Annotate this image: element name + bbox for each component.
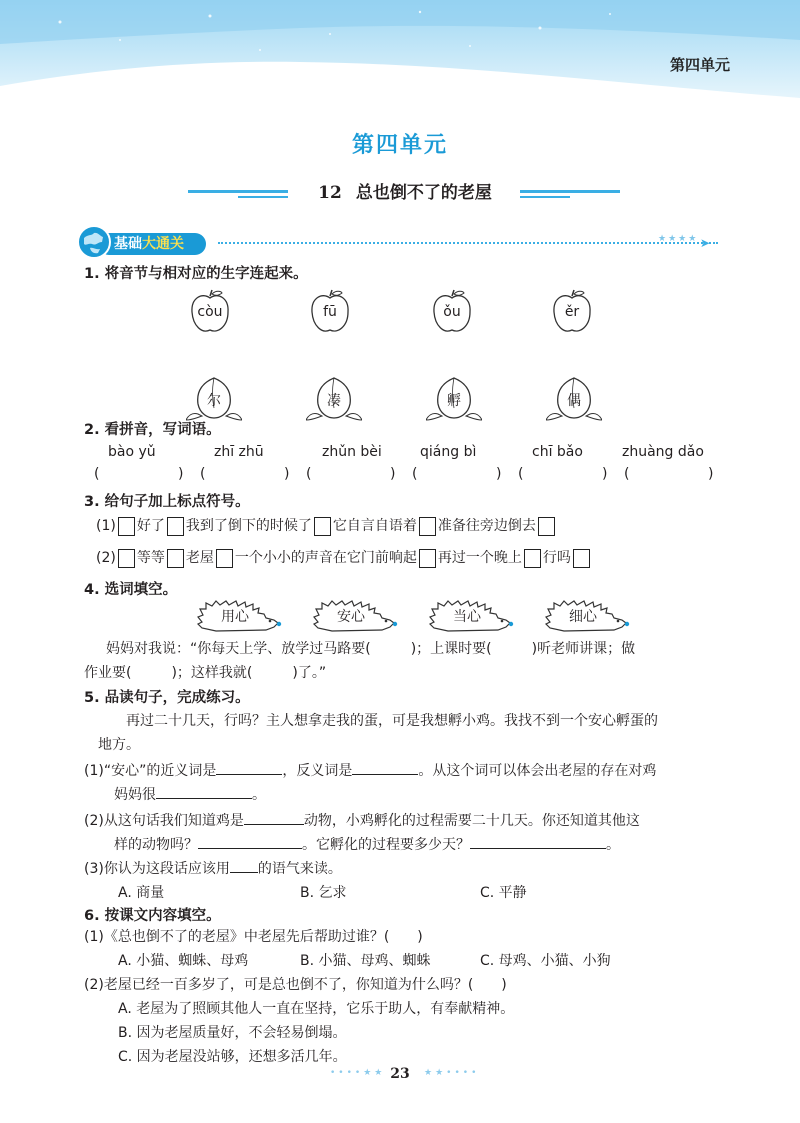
answer-blank[interactable] (198, 835, 302, 849)
hedgehog-word-card[interactable] (312, 600, 408, 634)
word-option: 用心 (221, 609, 249, 625)
q5-text: 妈妈很 (114, 787, 156, 803)
hedgehog-word-card[interactable] (428, 600, 524, 634)
q4-line-2 (84, 662, 326, 682)
answer-blank[interactable] (352, 761, 418, 775)
syllable-label: fū (323, 304, 337, 320)
punctuation-box[interactable] (167, 517, 184, 536)
arrow-right-icon: ➤ (700, 236, 711, 250)
lesson-title (300, 178, 510, 203)
paren-open: ( (200, 466, 206, 482)
star-icon: ★★★★ (658, 234, 699, 244)
q5-sub3 (84, 858, 342, 878)
option-a[interactable]: A. 老屋为了照顾其他人一直在坚持，它乐于助人，有奉献精神。 (118, 1001, 515, 1017)
word-option: 当心 (453, 609, 481, 625)
footer-stars-right: ★★•••• (424, 1068, 480, 1078)
q3-sentence-2 (96, 547, 592, 568)
paren-close: ) (708, 466, 714, 482)
sentence-part: 它自言自语着 (332, 518, 417, 534)
q4-text: 作业要( (84, 665, 132, 681)
apple-card[interactable] (308, 288, 356, 336)
lesson-rule-right (520, 190, 620, 193)
punctuation-box[interactable] (118, 517, 135, 536)
option-b[interactable]: B. 小猫、母鸡、蜘蛛 (300, 953, 431, 969)
lesson-rule-right-thin (520, 196, 570, 198)
character-label: 偶 (567, 393, 581, 409)
q2-title: 2. 看拼音，写词语。 (84, 422, 221, 438)
q5-sub2-cont (114, 834, 620, 854)
option-c[interactable]: C. 因为老屋没站够，还想多活几年。 (118, 1049, 347, 1065)
syllable-label: ǒu (443, 304, 461, 320)
unit-tag: 第四单元 (669, 56, 730, 74)
lesson-number: 12 (318, 183, 342, 203)
paren-close: ) (390, 466, 396, 482)
paren-open: ( (624, 466, 630, 482)
q5-text: ，反义词是 (282, 763, 353, 779)
character-label: 凑 (327, 393, 341, 409)
syllable-label: còu (197, 304, 223, 320)
paren-open: ( (412, 466, 418, 482)
punctuation-box[interactable] (524, 549, 541, 568)
q5-text: 样的动物吗？ (114, 837, 198, 853)
sentence-part: 好了 (136, 518, 165, 534)
footer-stars-left: ••••★★ (330, 1068, 386, 1078)
q5-text: 。从这个词可以体会出老屋的存在对鸡 (418, 763, 657, 779)
pinyin-label: zhǔn bèi (322, 444, 382, 460)
q4-text: )；上课时要( (410, 641, 492, 657)
sentence-number: (2) (96, 550, 116, 566)
pinyin-label: qiáng bì (420, 444, 477, 460)
q4-line-1 (106, 638, 635, 658)
syllable-label: ěr (564, 304, 580, 320)
pinyin-label: zhī zhū (214, 444, 264, 460)
q5-passage: 再过二十几天，行吗？主人想拿走我的蛋，可是我想孵小鸡。我找不到一个安心孵蛋的 (126, 713, 658, 729)
q4-text: 妈妈对我说：“你每天上学、放学过马路要( (106, 641, 371, 657)
hedgehog-word-card[interactable] (544, 600, 640, 634)
paren-close: ) (496, 466, 502, 482)
sentence-part: 等等 (136, 550, 165, 566)
paren-close: ) (602, 466, 608, 482)
section-divider (218, 242, 718, 246)
punctuation-box[interactable] (118, 549, 135, 568)
q3-title: 3. 给句子加上标点符号。 (84, 494, 250, 510)
punctuation-box[interactable] (419, 549, 436, 568)
sentence-part: 老屋 (185, 550, 214, 566)
peach-card[interactable] (426, 374, 482, 422)
lesson-name: 总也倒不了的老屋 (355, 183, 492, 203)
option-a[interactable]: A. 商量 (118, 885, 165, 901)
page-number: 23 (390, 1066, 410, 1082)
lesson-rule-left-thin (238, 196, 288, 198)
punctuation-box[interactable] (314, 517, 331, 536)
q5-sub1-cont (114, 784, 266, 804)
pinyin-label: bào yǔ (108, 444, 156, 460)
q3-sentence-1 (96, 515, 557, 536)
character-label: 孵 (447, 393, 461, 409)
peach-card[interactable] (546, 374, 602, 422)
paren-close: ) (178, 466, 184, 482)
q5-text: (1)“安心”的近义词是 (84, 763, 217, 779)
answer-blank[interactable] (244, 811, 304, 825)
q4-title: 4. 选词填空。 (84, 582, 178, 598)
paren-close: ) (284, 466, 290, 482)
q5-text: 。它孵化的过程要多少天？ (302, 837, 470, 853)
q4-text: )听老师讲课；做 (531, 641, 636, 657)
option-c[interactable]: C. 母鸡、小猫、小狗 (480, 953, 611, 969)
hedgehog-word-card[interactable] (196, 600, 292, 634)
punctuation-box[interactable] (419, 517, 436, 536)
q5-text: 。 (252, 787, 266, 803)
section-label-b: 大通关 (142, 236, 184, 252)
word-option: 细心 (569, 609, 597, 625)
paren-open: ( (518, 466, 524, 482)
option-b[interactable]: B. 因为老屋质量好，不会轻易倒塌。 (118, 1025, 347, 1041)
sentence-part: 准备往旁边倒去 (437, 518, 536, 534)
section-label (98, 233, 206, 255)
q4-text: )了。” (292, 665, 327, 681)
punctuation-box[interactable] (573, 549, 590, 568)
q1-title: 1. 将音节与相对应的生字连起来。 (84, 266, 308, 282)
globe-icon (76, 224, 112, 260)
q5-passage: 地方。 (98, 737, 140, 753)
punctuation-box[interactable] (167, 549, 184, 568)
sentence-part: 我到了倒下的时候了 (185, 518, 312, 534)
q5-title: 5. 品读句子，完成练习。 (84, 690, 250, 706)
q4-text: )；这样我就( (171, 665, 253, 681)
q5-text: (2)从这句话我们知道鸡是 (84, 813, 244, 829)
q6-title: 6. 按课文内容填空。 (84, 908, 221, 924)
word-option: 安心 (337, 609, 365, 625)
q5-text: 动物，小鸡孵化的过程需要二十几天。你还知道其他这 (303, 813, 640, 829)
character-label: 尔 (207, 393, 221, 409)
sentence-part: 一个小小的声音在它门前响起 (234, 550, 417, 566)
q5-sub1 (84, 760, 656, 780)
apple-card[interactable] (430, 288, 478, 336)
lesson-header (0, 176, 800, 206)
peach-card[interactable] (186, 374, 242, 422)
answer-blank[interactable] (156, 785, 252, 799)
pinyin-label: zhuàng dǎo (622, 444, 704, 460)
sentence-part: 行吗 (542, 550, 571, 566)
paren-open: ( (94, 466, 100, 482)
apple-card[interactable] (550, 288, 598, 336)
q6-sub2: (2)老屋已经一百多岁了，可是总也倒不了，你知道为什么吗？( ) (84, 977, 507, 993)
paren-open: ( (306, 466, 312, 482)
q5-text: 的语气来读。 (257, 861, 342, 877)
apple-card[interactable] (188, 288, 236, 336)
sentence-part: 再过一个晚上 (437, 550, 522, 566)
pinyin-label: chī bǎo (532, 444, 583, 460)
unit-title: 第四单元 (351, 132, 448, 158)
option-b[interactable]: B. 乞求 (300, 885, 347, 901)
q6-sub1: (1)《总也倒不了的老屋》中老屋先后帮助过谁？( ) (84, 929, 423, 945)
lesson-rule-left (188, 190, 288, 193)
q5-text: 。 (606, 837, 620, 853)
answer-blank[interactable] (470, 835, 606, 849)
section-label-a: 基础 (114, 236, 142, 252)
option-c[interactable]: C. 平静 (480, 885, 527, 901)
q5-sub2 (84, 810, 640, 830)
punctuation-box[interactable] (216, 549, 233, 568)
option-a[interactable]: A. 小猫、蜘蛛、母鸡 (118, 953, 249, 969)
peach-card[interactable] (306, 374, 362, 422)
sentence-number: (1) (96, 518, 116, 534)
punctuation-box[interactable] (538, 517, 555, 536)
q5-text: (3)你认为这段话应该用 (84, 861, 230, 877)
answer-blank[interactable] (216, 761, 282, 775)
answer-blank[interactable] (230, 859, 258, 873)
